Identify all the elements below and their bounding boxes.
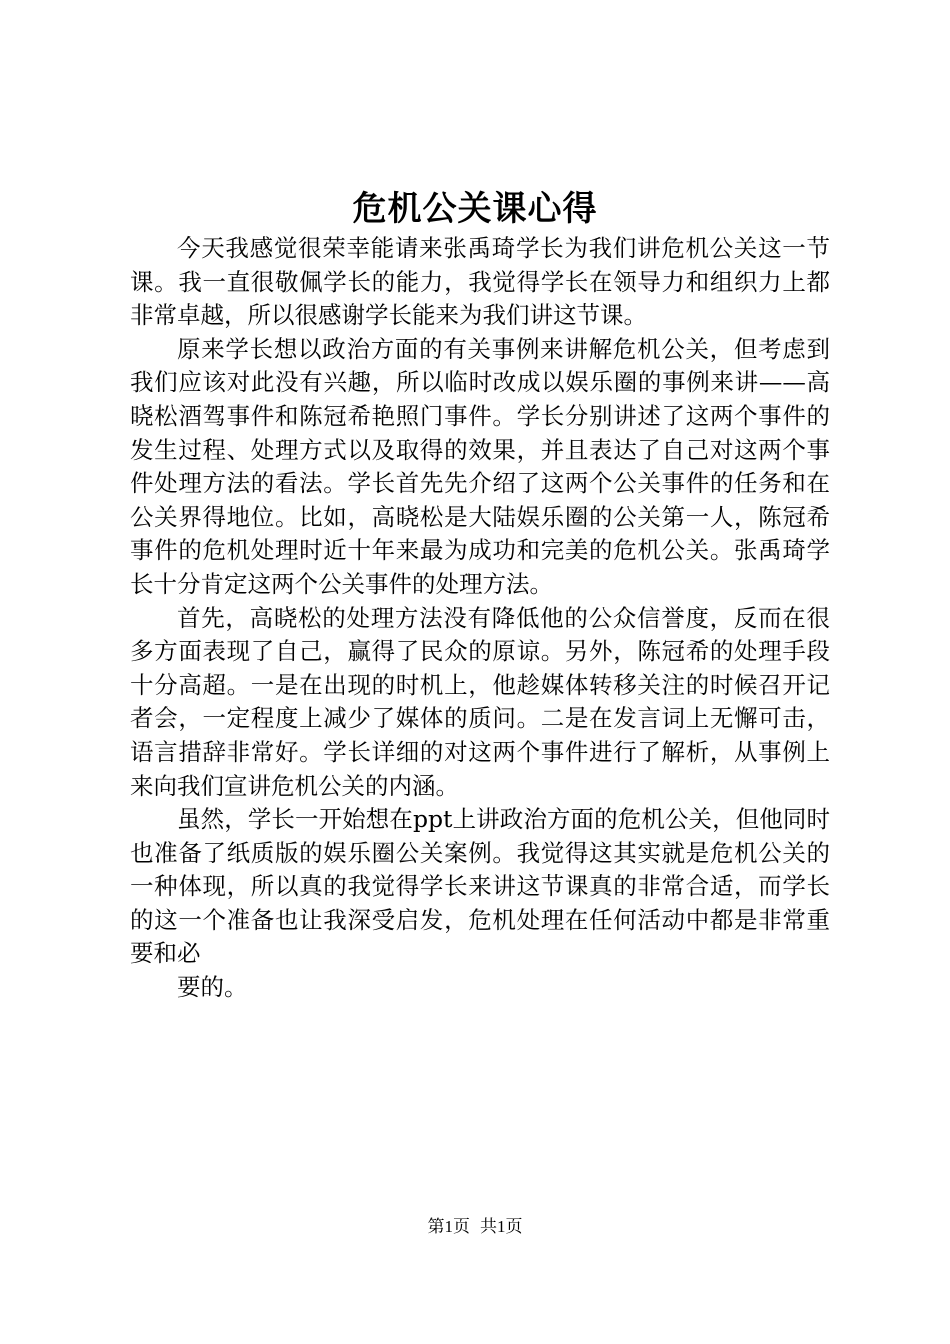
page-number-total: 共1页 xyxy=(480,1217,523,1236)
paragraph-4: 虽然，学长一开始想在ppt上讲政治方面的危机公关，但他同时也准备了纸质版的娱乐圈公关案例。我觉得这其实就是危机公关的一种体现，所以真的我觉得学长来讲这节课真的非常合适，而学长的这一个准备也让我深受启发，危机处理在任何活动中都是非常重要和必 xyxy=(130,805,830,968)
document-body xyxy=(130,232,830,1005)
paragraph-tail: 要的。 xyxy=(177,973,248,1002)
paragraph-1: 今天我感觉很荣幸能请来张禹琦学长为我们讲危机公关这一节课。我一直很敬佩学长的能力，我觉得学长在领导力和组织力上都非常卓越，所以很感谢学长能来为我们讲这节课。 xyxy=(130,234,830,330)
page-footer xyxy=(0,1215,950,1239)
page-number-current: 第1页 xyxy=(427,1217,470,1236)
document-title: 危机公关课心得 xyxy=(352,189,598,229)
paragraph-3: 首先，高晓松的处理方法没有降低他的公众信誉度，反而在很多方面表现了自己，赢得了民众的原谅。另外，陈冠希的处理手段十分高超。一是在出现的时机上，他趁媒体转移关注的时候召开记者会，一定程度上减少了媒体的质问。二是在发言词上无懈可击，语言措辞非常好。学长详细的对这两个事件进行了解析，从事例上来向我们宣讲危机公关的内涵。 xyxy=(130,603,830,800)
paragraph-2: 原来学长想以政治方面的有关事例来讲解危机公关，但考虑到我们应该对此没有兴趣，所以临时改成以娱乐圈的事例来讲——高晓松酒驾事件和陈冠希艳照门事件。学长分别讲述了这两个事件的发生过程、处理方式以及取得的效果，并且表达了自己对这两个事件处理方法的看法。学长首先先介绍了这两个公关事件的任务和在公关界得地位。比如，高晓松是大陆娱乐圈的公关第一人，陈冠希事件的危机处理时近十年来最为成功和完美的危机公关。张禹琦学长十分肯定这两个公关事件的处理方法。 xyxy=(130,334,830,598)
